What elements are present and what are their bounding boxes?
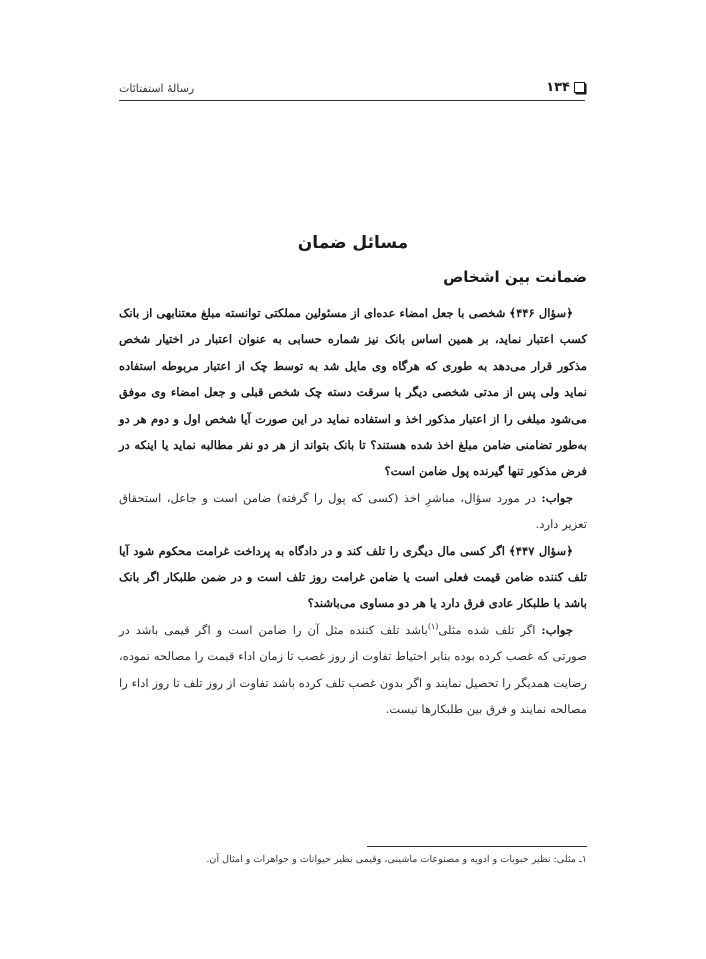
question-text: شخصی با جعل امضاء عده‌ای از مسئولين مملكتی توانسته مبلغ معتنابهی از بانک كسب اعتبار نمايد، بر همين اساس بانک نيز شماره حسابی به عنوان اعتبار در اختيار شخص مذكور قرار می‌دهد به طوری كه هرگاه وی مايل شد به توسط چک از اعتبار مربوطه استفاده نمايد ولی پس از مدتی شخصی ديگر با سرقت دسته چک شخص قبلی و جعل امضاء وی موفق می‌شود مبلغی را از اعتبار مذكور اخذ و استفاده نمايد در اين صورت آيا شخص اول و دوم هر دو به‌طور تضامنی ضامن مبلغ اخذ شده هستند؟ تا بانک بتواند از هر دو نفر مطالبه نمايد يا اينكه در فرض مذكور تنها گيرنده پول ضامن است؟ [119,306,587,479]
answer-label: جواب: [541,622,573,637]
footnote: ۱ـ مثلی: نظير حبوبات و ادويه و مصنوعات ماشينی، وقيمی نظير حيوانات و جواهرات و امثال آن. [206,854,587,865]
question-text: اگر كسی مال ديگری را تلف كند و در دادگاه به پرداخت غرامت محكوم شود آيا تلف كننده ضامن قيمت فعلی است يا ضامن غرامت روز تلف است و در ضمن طلبكار اگر بانک باشد با طلبكار عادی فرق دارد يا هر دو مساوی می‌باشند؟ [119,543,587,611]
question-label: ﴿سؤال ۴۴۷﴾ [509,543,573,558]
answer-447 [119,617,587,723]
answer-label: جواب: [541,490,573,505]
section-title: مسائل ضمان [297,233,409,253]
square-bullet-icon [574,82,585,93]
answer-446 [119,485,587,538]
question-447 [119,538,587,617]
footnote-ref: (۱) [427,622,439,632]
answer-text: باشد تلف كننده مثل آن را ضامن است و اگر قيمی باشد در صورتی كه غصب كرده بوده بنابر احتياط تفاوت از روز غصب تا زمان اداء قيمت را مصالحه نموده، رضايت همديگر را تحصيل نمايند و اگر بدون غصب تلف كرده باشد تفاوت از روز تلف تا روز اداء را مصالحه نمايند و فرق بين طلبكارها نيست. [119,622,587,717]
answer-text: در مورد سؤال، مباشرِ اخذ (كسی كه پول را گرفته) ضامن است و جاعل، استحقاق تعزير دارد. [119,490,587,532]
body-text [119,300,587,723]
page-number: ۱۳۴ [546,80,570,95]
subsection-title: ضمانت بين اشخاص [443,268,587,286]
running-header [119,80,585,102]
question-label: ﴿سؤال ۴۴۶﴾ [509,306,574,320]
footnote-rule [367,846,587,847]
answer-text-before-ref: اگر تلف شده مثلی [438,622,536,637]
book-title: رسالۀ استفتائات [119,82,195,95]
header-rule [119,100,585,101]
question-446 [119,300,587,485]
page-number-group [546,80,585,95]
